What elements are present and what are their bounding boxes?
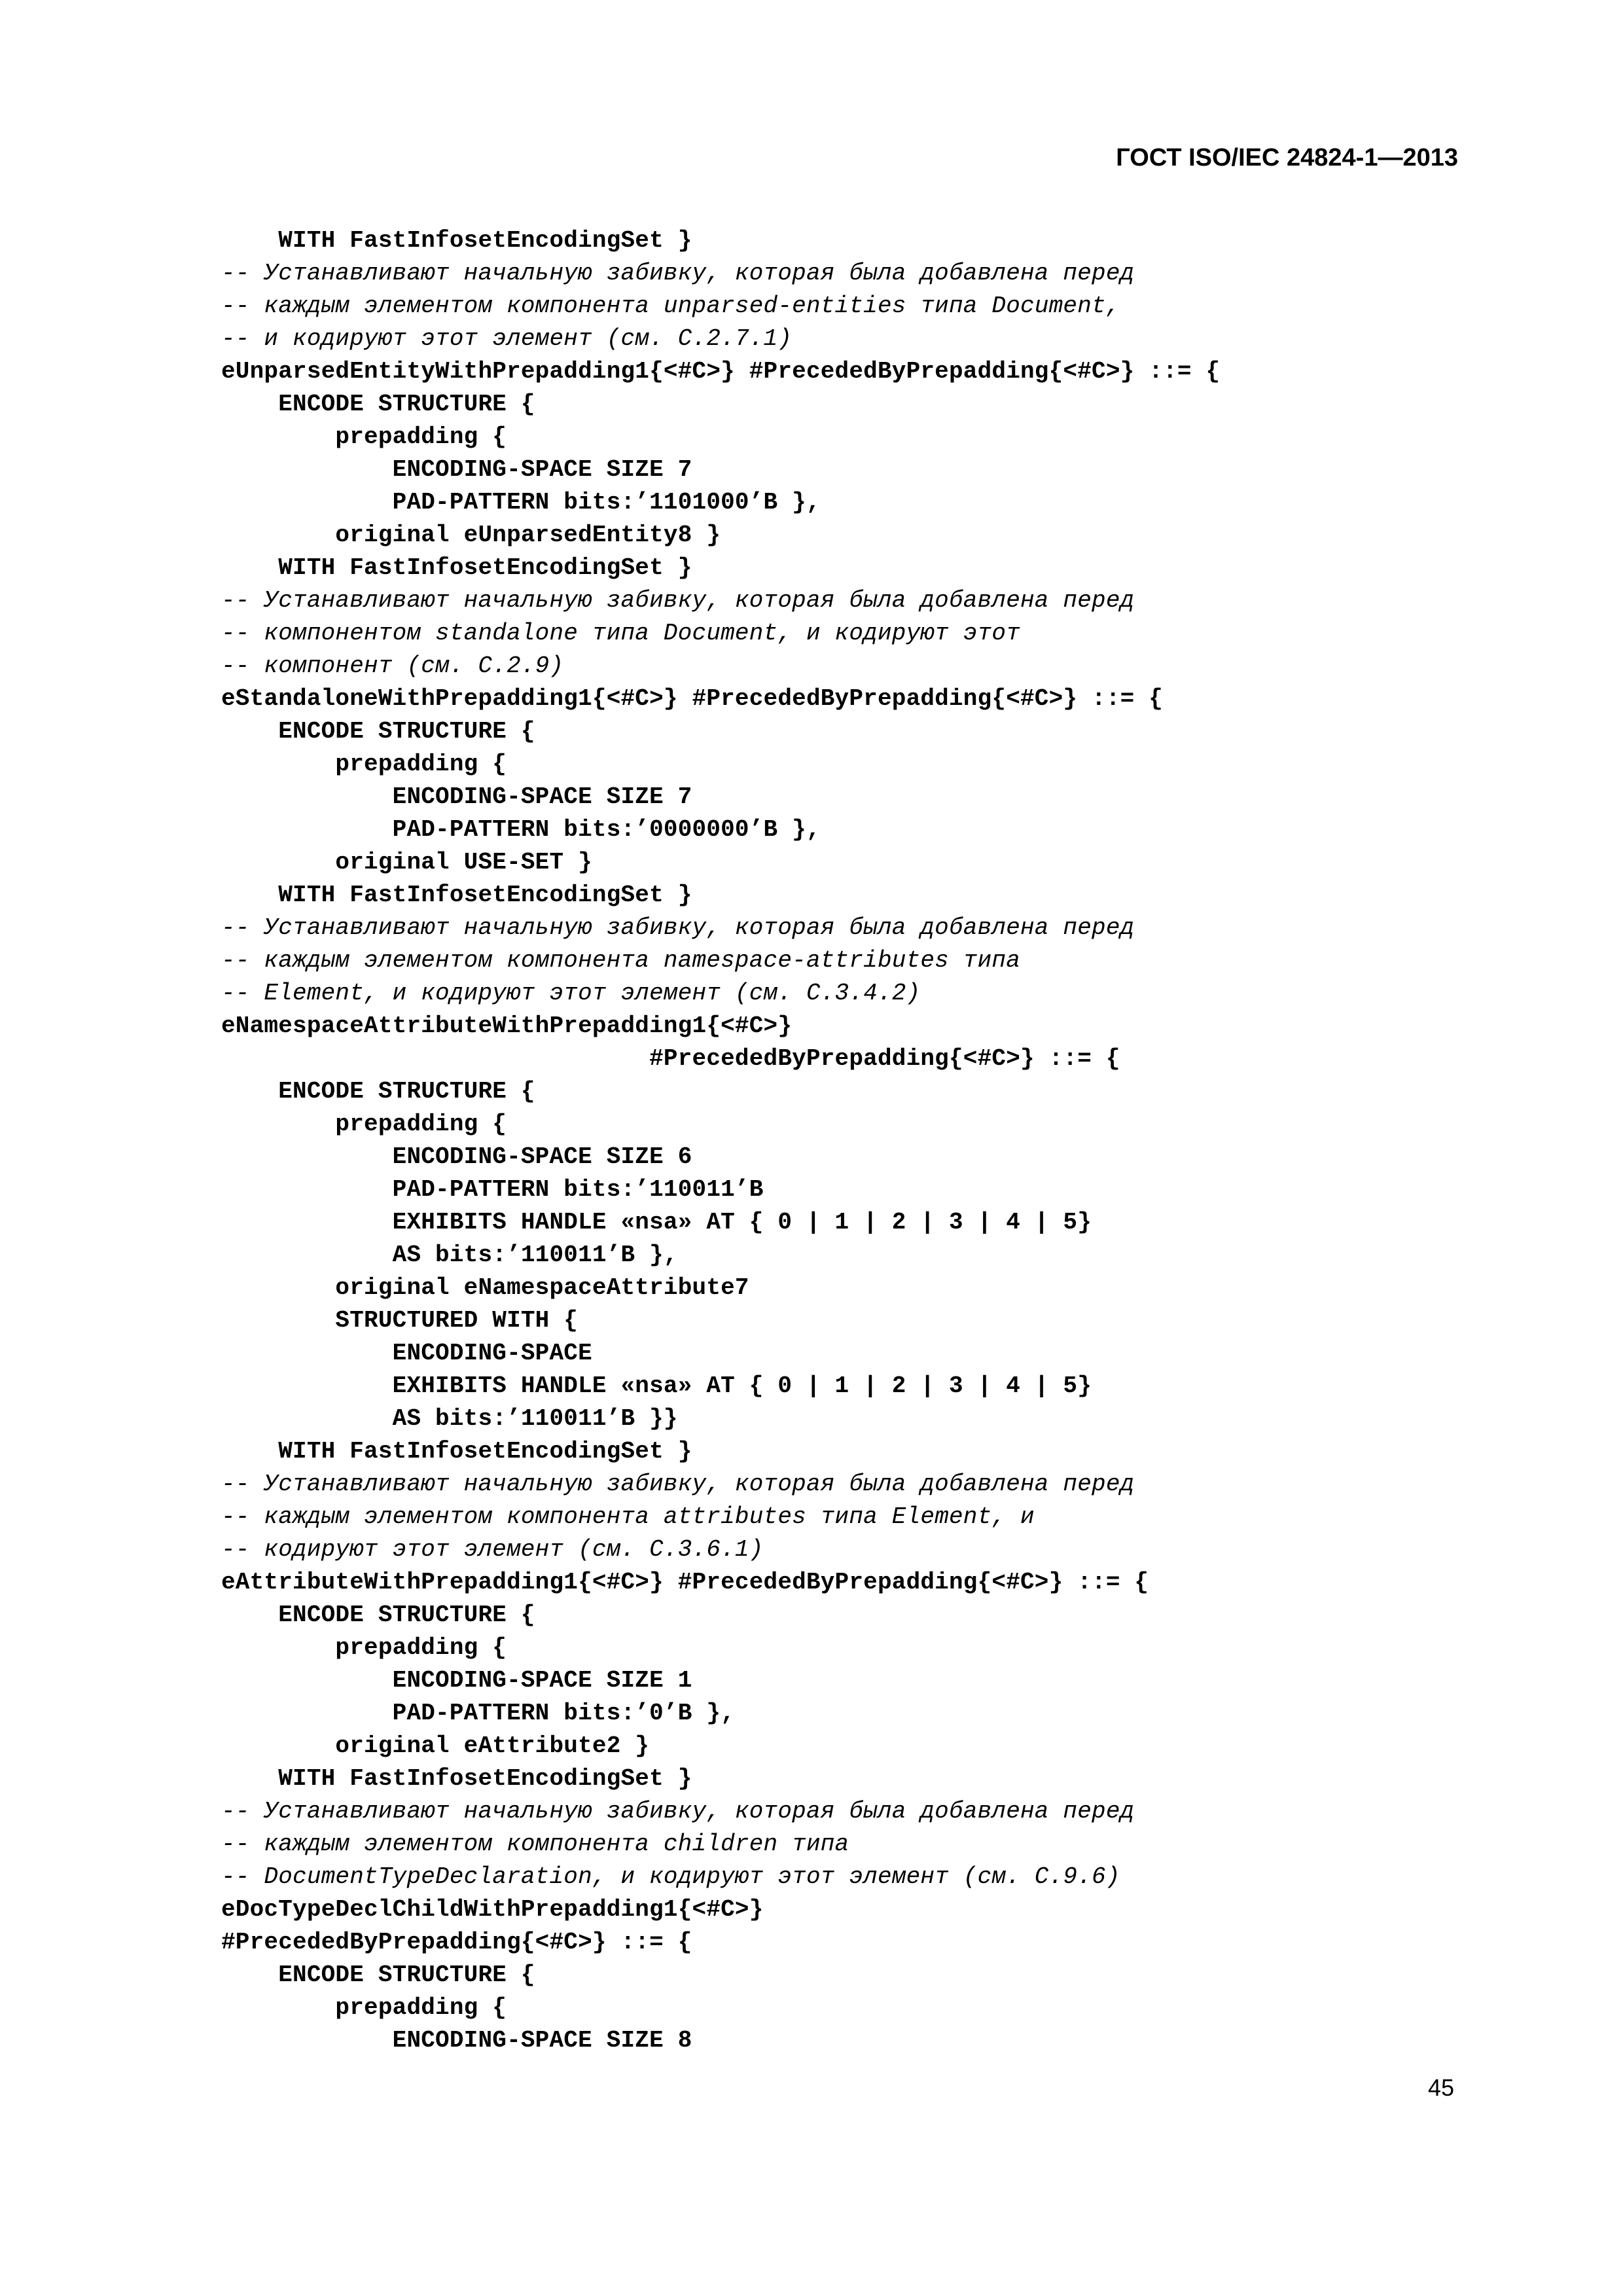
code-line: original eAttribute2 } xyxy=(221,1732,650,1759)
code-comment-line: -- каждым элементом компонента attributes типа Element, и xyxy=(221,1503,1035,1530)
code-line: original eNamespaceAttribute7 xyxy=(221,1274,749,1301)
code-comment-line: -- Устанавливают начальную забивку, которая была добавлена перед xyxy=(221,1471,1135,1498)
code-line: PAD-PATTERN bits:’1101000’B }, xyxy=(221,489,821,516)
code-line: original eUnparsedEntity8 } xyxy=(221,522,721,548)
code-line: WITH FastInfosetEncodingSet } xyxy=(221,1765,692,1792)
code-line: ENCODING-SPACE SIZE 6 xyxy=(221,1143,692,1170)
code-comment-line: -- каждым элементом компонента children типа xyxy=(221,1831,849,1857)
code-line: prepadding { xyxy=(221,1634,507,1661)
code-line: ENCODE STRUCTURE { xyxy=(221,1078,535,1105)
code-line: eDocTypeDeclChildWithPrepadding1{<#C>} xyxy=(221,1896,764,1923)
code-line: eAttributeWithPrepadding1{<#C>} #PrecededByPrepadding{<#C>} ::= { xyxy=(221,1569,1149,1596)
code-line: #PrecededByPrepadding{<#C>} ::= { xyxy=(221,1045,1120,1072)
code-comment-line: -- DocumentTypeDeclaration, и кодируют этот элемент (см. C.9.6) xyxy=(221,1863,1120,1890)
code-comment-line: -- Устанавливают начальную забивку, которая была добавлена перед xyxy=(221,914,1135,941)
code-line: ENCODING-SPACE SIZE 7 xyxy=(221,456,692,483)
code-comment-line: -- Element, и кодируют этот элемент (см. C.3.4.2) xyxy=(221,980,921,1007)
code-line: ENCODE STRUCTURE { xyxy=(221,1962,535,1988)
code-line: STRUCTURED WITH { xyxy=(221,1307,579,1334)
code-line: AS bits:’110011’B }} xyxy=(221,1405,678,1432)
document-header: ГОСТ ISO/IEC 24824-1—2013 xyxy=(1116,144,1458,171)
code-line: original USE-SET } xyxy=(221,849,592,876)
code-comment-line: -- каждым элементом компонента namespace-attributes типа xyxy=(221,947,1020,974)
code-line: ENCODING-SPACE SIZE 7 xyxy=(221,783,692,810)
code-line: ENCODE STRUCTURE { xyxy=(221,718,535,745)
code-comment-line: -- каждым элементом компонента unparsed-entities типа Document, xyxy=(221,293,1120,319)
code-comment-line: -- кодируют этот элемент (см. C.3.6.1) xyxy=(221,1536,764,1563)
code-listing xyxy=(221,224,1220,2057)
code-line: ENCODING-SPACE SIZE 8 xyxy=(221,2027,692,2054)
code-line: prepadding { xyxy=(221,423,507,450)
code-comment-line: -- Устанавливают начальную забивку, которая была добавлена перед xyxy=(221,260,1135,287)
code-line: AS bits:’110011’B }, xyxy=(221,1242,678,1268)
code-line: eUnparsedEntityWithPrepadding1{<#C>} #PrecededByPrepadding{<#C>} ::= { xyxy=(221,358,1221,385)
code-line: EXHIBITS HANDLE «nsa» AT { 0 | 1 | 2 | 3 | 4 | 5} xyxy=(221,1209,1092,1236)
code-line: eNamespaceAttributeWithPrepadding1{<#C>} xyxy=(221,1013,793,1039)
code-line: PAD-PATTERN bits:’0’B }, xyxy=(221,1700,735,1727)
code-line: eStandaloneWithPrepadding1{<#C>} #PrecededByPrepadding{<#C>} ::= { xyxy=(221,685,1164,712)
code-line: WITH FastInfosetEncodingSet } xyxy=(221,227,692,254)
code-comment-line: -- и кодируют этот элемент (см. C.2.7.1) xyxy=(221,325,793,352)
code-comment-line: -- компонент (см. C.2.9) xyxy=(221,653,564,679)
code-line: prepadding { xyxy=(221,1994,507,2021)
code-line: ENCODE STRUCTURE { xyxy=(221,1602,535,1628)
code-comment-line: -- Устанавливают начальную забивку, которая была добавлена перед xyxy=(221,1798,1135,1825)
code-line: PAD-PATTERN bits:’110011’B xyxy=(221,1176,764,1203)
code-line: WITH FastInfosetEncodingSet } xyxy=(221,882,692,908)
page-number: 45 xyxy=(1427,2074,1454,2101)
code-comment-line: -- компонентом standalone типа Document, и кодируют этот xyxy=(221,620,1020,647)
code-line: ENCODING-SPACE xyxy=(221,1340,592,1367)
code-line: EXHIBITS HANDLE «nsa» AT { 0 | 1 | 2 | 3 | 4 | 5} xyxy=(221,1372,1092,1399)
code-line: prepadding { xyxy=(221,751,507,778)
code-line: PAD-PATTERN bits:’0000000’B }, xyxy=(221,816,821,843)
code-line: WITH FastInfosetEncodingSet } xyxy=(221,1438,692,1465)
code-comment-line: -- Устанавливают начальную забивку, которая была добавлена перед xyxy=(221,587,1135,614)
code-line: #PrecededByPrepadding{<#C>} ::= { xyxy=(221,1929,692,1956)
code-line: WITH FastInfosetEncodingSet } xyxy=(221,554,692,581)
code-line: ENCODING-SPACE SIZE 1 xyxy=(221,1667,692,1694)
code-line: ENCODE STRUCTURE { xyxy=(221,391,535,418)
code-line: prepadding { xyxy=(221,1111,507,1138)
